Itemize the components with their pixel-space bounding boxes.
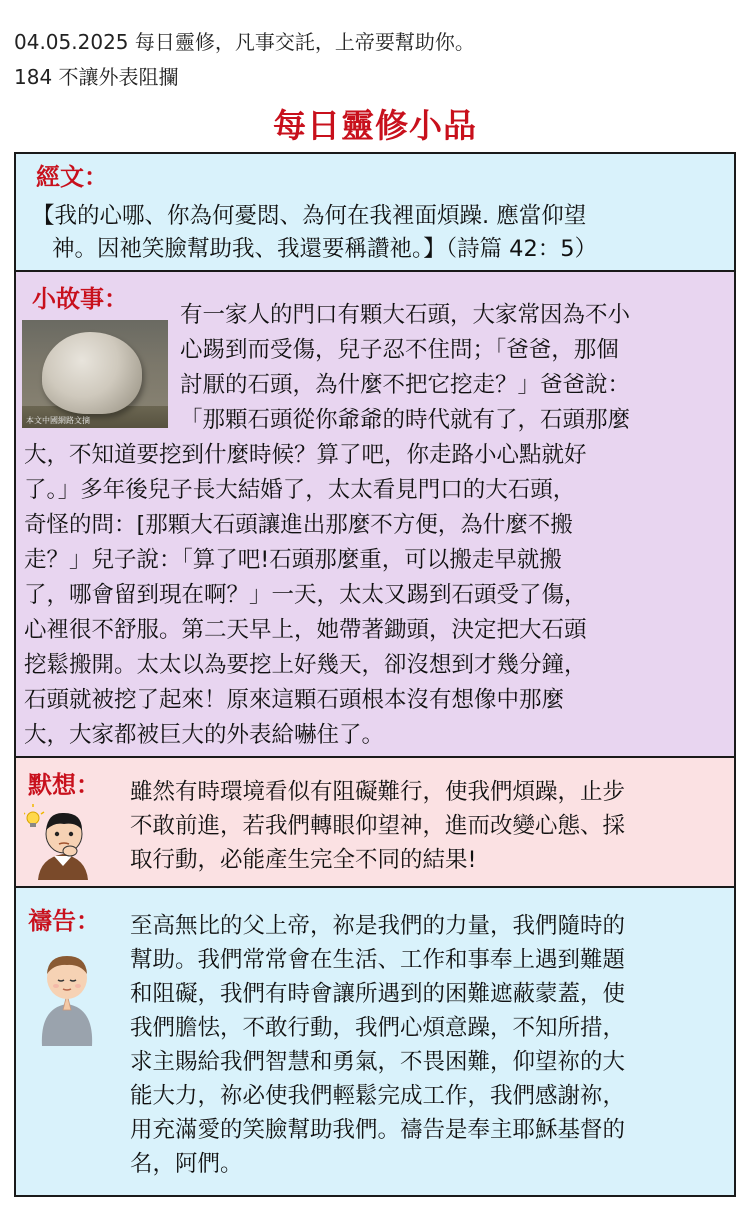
- scripture-text: [32, 200, 722, 266]
- meditation-line: 取行動，必能產生完全不同的結果!: [130, 847, 477, 873]
- header-topic-line: 184 不讓外表阻攔: [14, 65, 179, 89]
- thinking-boy-icon: [24, 804, 102, 880]
- scripture-line: 【我的心哪、你為何憂悶、為何在我裡面煩躁. 應當仰望: [32, 203, 587, 229]
- meditation-line: 不敢前進，若我們轉眼仰望神，進而改變心態、採: [130, 813, 626, 839]
- story-line: 奇怪的問：[那顆大石頭讓進出那麼不方便，為什麼不搬: [24, 512, 573, 538]
- prayer-line: 和阻礙，我們有時會讓所遇到的困難遮蔽蒙蓋，使: [130, 981, 626, 1007]
- meditation-line: 雖然有時環境看似有阻礙難行，使我們煩躁，止步: [130, 779, 626, 805]
- meditation-text: [130, 775, 726, 877]
- header-date-line: 04.05.2025 每日靈修，凡事交託，上帝要幫助你。: [14, 30, 475, 54]
- story-line: 石頭就被挖了起來！原來這顆石頭根本沒有想像中那麼: [24, 687, 565, 713]
- image-watermark: 本文中國網路文摘: [26, 416, 90, 425]
- meditation-title: 默想：: [28, 771, 100, 799]
- story-title: 小故事：: [32, 285, 128, 313]
- story-line: 走？」兒子說：「算了吧!石頭那麼重，可以搬走早就搬: [24, 547, 562, 573]
- story-line: 「那顆石頭從你爺爺的時代就有了，石頭那麼: [180, 407, 631, 433]
- prayer-text: [130, 909, 730, 1181]
- prayer-line: 名，阿們。: [130, 1151, 243, 1177]
- page-title: 每日靈修小品: [273, 106, 477, 145]
- story-line: 有一家人的門口有顆大石頭，大家常因為不小: [180, 302, 631, 328]
- praying-child-icon: [30, 948, 104, 1048]
- prayer-line: 至高無比的父上帝，祢是我們的力量，我們隨時的: [130, 913, 626, 939]
- story-line: 討厭的石頭，為什麼不把它挖走？」爸爸說：: [180, 372, 631, 398]
- scripture-title: 經文：: [36, 163, 108, 191]
- meditation-section: [14, 756, 736, 886]
- scripture-section: [14, 152, 736, 270]
- story-line: 挖鬆搬開。太太以為要挖上好幾天，卻沒想到才幾分鐘，: [24, 652, 587, 678]
- story-text: [24, 298, 734, 753]
- scripture-line: 神。因祂笑臉幫助我、我還要稱讚祂。】（詩篇 42：5）: [52, 236, 598, 262]
- prayer-line: 用充滿愛的笑臉幫助我們。禱告是奉主耶穌基督的: [130, 1117, 626, 1143]
- prayer-line: 幫助。我們常常會在生活、工作和事奉上遇到難題: [130, 947, 626, 973]
- story-line: 大，大家都被巨大的外表給嚇住了。: [24, 722, 385, 748]
- prayer-line: 能大力，祢必使我們輕鬆完成工作，我們感謝祢，: [130, 1083, 626, 1109]
- prayer-title: 禱告：: [28, 907, 100, 935]
- prayer-line: 我們膽怯，不敢行動，我們心煩意躁，不知所措，: [130, 1015, 626, 1041]
- prayer-section: [14, 886, 736, 1197]
- story-line: 了，哪會留到現在啊？」一天，太太又踢到石頭受了傷，: [24, 582, 587, 608]
- story-line: 心裡很不舒服。第二天早上，她帶著鋤頭，決定把大石頭: [24, 617, 587, 643]
- story-section: [14, 270, 736, 756]
- story-line: 大，不知道要挖到什麼時候？算了吧，你走路小心點就好: [24, 442, 587, 468]
- story-line: 了。」多年後兒子長大結婚了，太太看見門口的大石頭，: [24, 477, 576, 503]
- prayer-line: 求主賜給我們智慧和勇氣，不畏困難，仰望祢的大: [130, 1049, 626, 1075]
- story-line: 心踢到而受傷，兒子忍不住問；「爸爸，那個: [180, 337, 619, 363]
